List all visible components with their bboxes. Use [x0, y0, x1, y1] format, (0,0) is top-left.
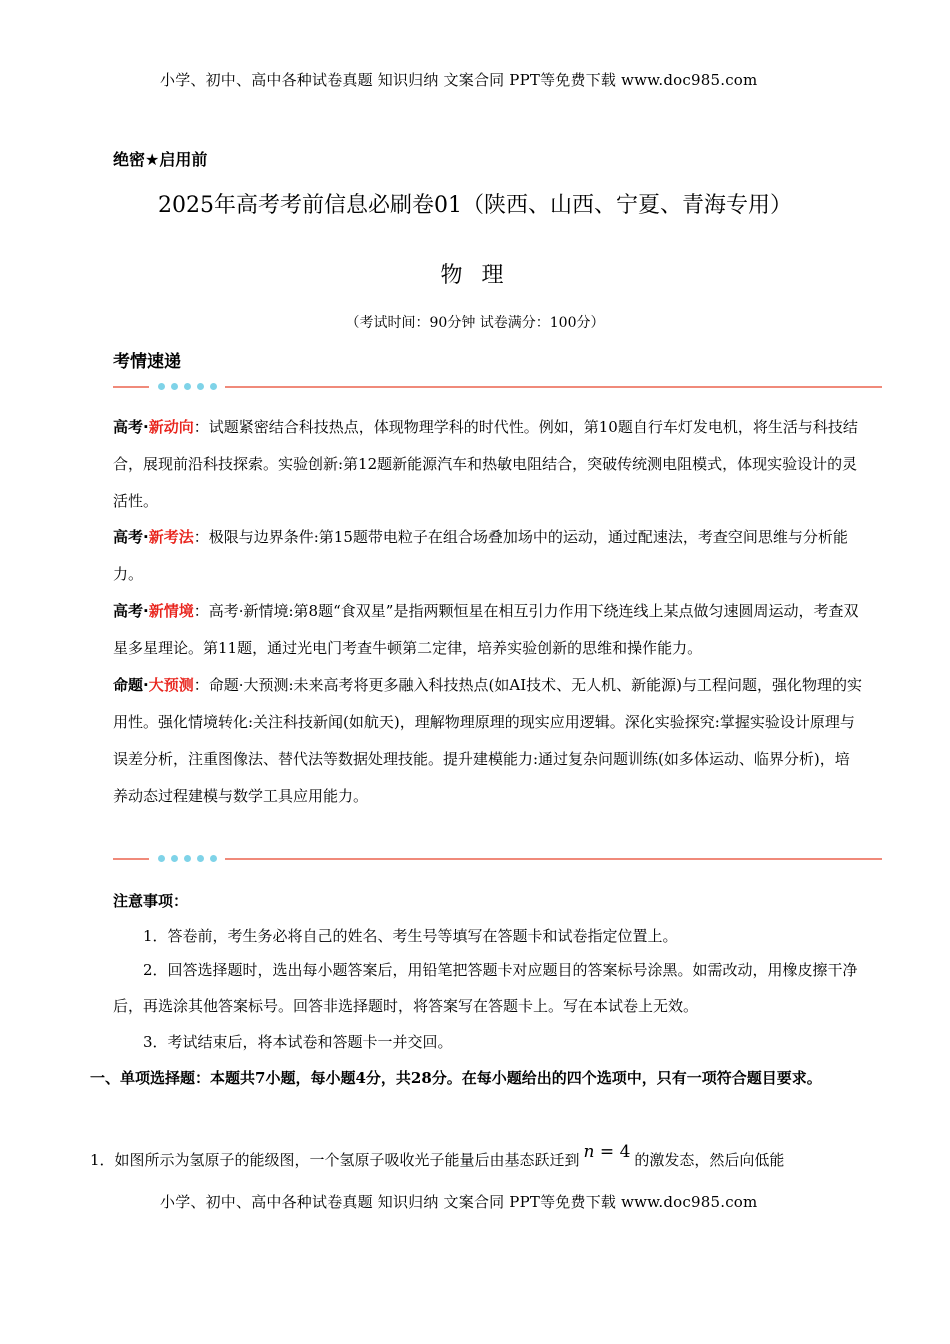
insight-paragraph [113, 667, 863, 815]
insight-highlight: 新动向 [148, 418, 194, 436]
page-footer: 小学、初中、高中各种试卷真题 知识归纳 文案合同 PPT等免费下载 www.doc985.com [160, 1193, 758, 1211]
insight-highlight: 新情境 [148, 602, 194, 620]
insight-paragraph [113, 519, 863, 593]
math-expression [580, 1142, 635, 1162]
insight-paragraph [113, 409, 863, 520]
notice-heading: 注意事项： [113, 892, 189, 910]
insight-prefix: 命题· [113, 676, 149, 694]
insight-text: 命题·大预测:未来高考将更多融入科技热点(如AI技术、无人机、新能源)与工程问题，强化物理的实用性。强化情境转化:关注科技新闻(如航天)，理解物理原理的现实应用逻辑。深化实验探究:掌握实验设计原理与误差分析，注重图像法、替代法等数据处理技能。提升建模能力:通过复杂问题训练(如多体运动、临界分析)，培养动态过程建模与数学工具应用能力。 [113, 676, 863, 805]
notice-item: 1．答卷前，考生务必将自己的姓名、考生号等填写在答题卡和试卷指定位置上。 [143, 927, 678, 945]
insight-colon: ： [193, 528, 209, 546]
insight-text: 试题紧密结合科技热点，体现物理学科的时代性。例如，第10题自行车灯发电机，将生活与科技结合，展现前沿科技探索。实验创新:第12题新能源汽车和热敏电阻结合，突破传统测电阻模式，体现实验设计的灵活性。 [113, 418, 858, 510]
question-1 [90, 1142, 785, 1170]
exam-meta: （考试时间：90分钟 试卷满分：100分） [345, 315, 605, 331]
decorative-divider-bottom [113, 853, 882, 865]
insight-paragraph [113, 593, 863, 667]
section-one-heading: 一、单项选择题：本题共7小题，每小题4分，共28分。在每小题给出的四个选项中，只有一项符合题目要求。 [90, 1069, 822, 1087]
exam-title: 2025年高考考前信息必刷卷01（陕西、山西、宁夏、青海专用） [158, 193, 792, 218]
math-variable: n [583, 1142, 595, 1162]
subject-title: 物 理 [440, 263, 510, 288]
insight-colon: ： [193, 602, 209, 620]
math-equals: = [594, 1142, 620, 1162]
insight-colon: ： [193, 676, 209, 694]
page-header: 小学、初中、高中各种试卷真题 知识归纳 文案合同 PPT等免费下载 www.doc985.com [160, 71, 758, 89]
insight-highlight: 新考法 [148, 528, 194, 546]
insight-prefix: 高考· [113, 418, 149, 436]
math-value: 4 [619, 1142, 631, 1162]
section-heading: 考情速递 [113, 352, 181, 372]
question-text: 1．如图所示为氢原子的能级图，一个氢原子吸收光子能量后由基态跃迁到 [90, 1151, 580, 1169]
insight-text: 高考·新情境:第8题“食双星”是指两颗恒星在相互引力作用下绕连线上某点做匀速圆周运动，考查双星多星理论。第11题，通过光电门考查牛顿第二定律，培养实验创新的思维和操作能力。 [113, 602, 859, 657]
notice-item: 2．回答选择题时，选出每小题答案后，用铅笔把答题卡对应题目的答案标号涂黑。如需改动，用橡皮擦干净后，再选涂其他答案标号。回答非选择题时，将答案写在答题卡上。写在本试卷上无效。 [113, 961, 858, 1015]
secret-label: 绝密★启用前 [113, 150, 208, 169]
insight-colon: ： [193, 418, 209, 436]
notice-item: 3．考试结束后，将本试卷和答题卡一并交回。 [143, 1033, 453, 1051]
question-text-continued: 的激发态，然后向低能 [634, 1151, 785, 1169]
decorative-divider-top [113, 381, 882, 393]
insight-prefix: 高考· [113, 602, 149, 620]
insight-text: 极限与边界条件:第15题带电粒子在组合场叠加场中的运动，通过配速法，考查空间思维与分析能力。 [113, 528, 848, 583]
insight-highlight: 大预测 [148, 676, 194, 694]
insight-prefix: 高考· [113, 528, 149, 546]
